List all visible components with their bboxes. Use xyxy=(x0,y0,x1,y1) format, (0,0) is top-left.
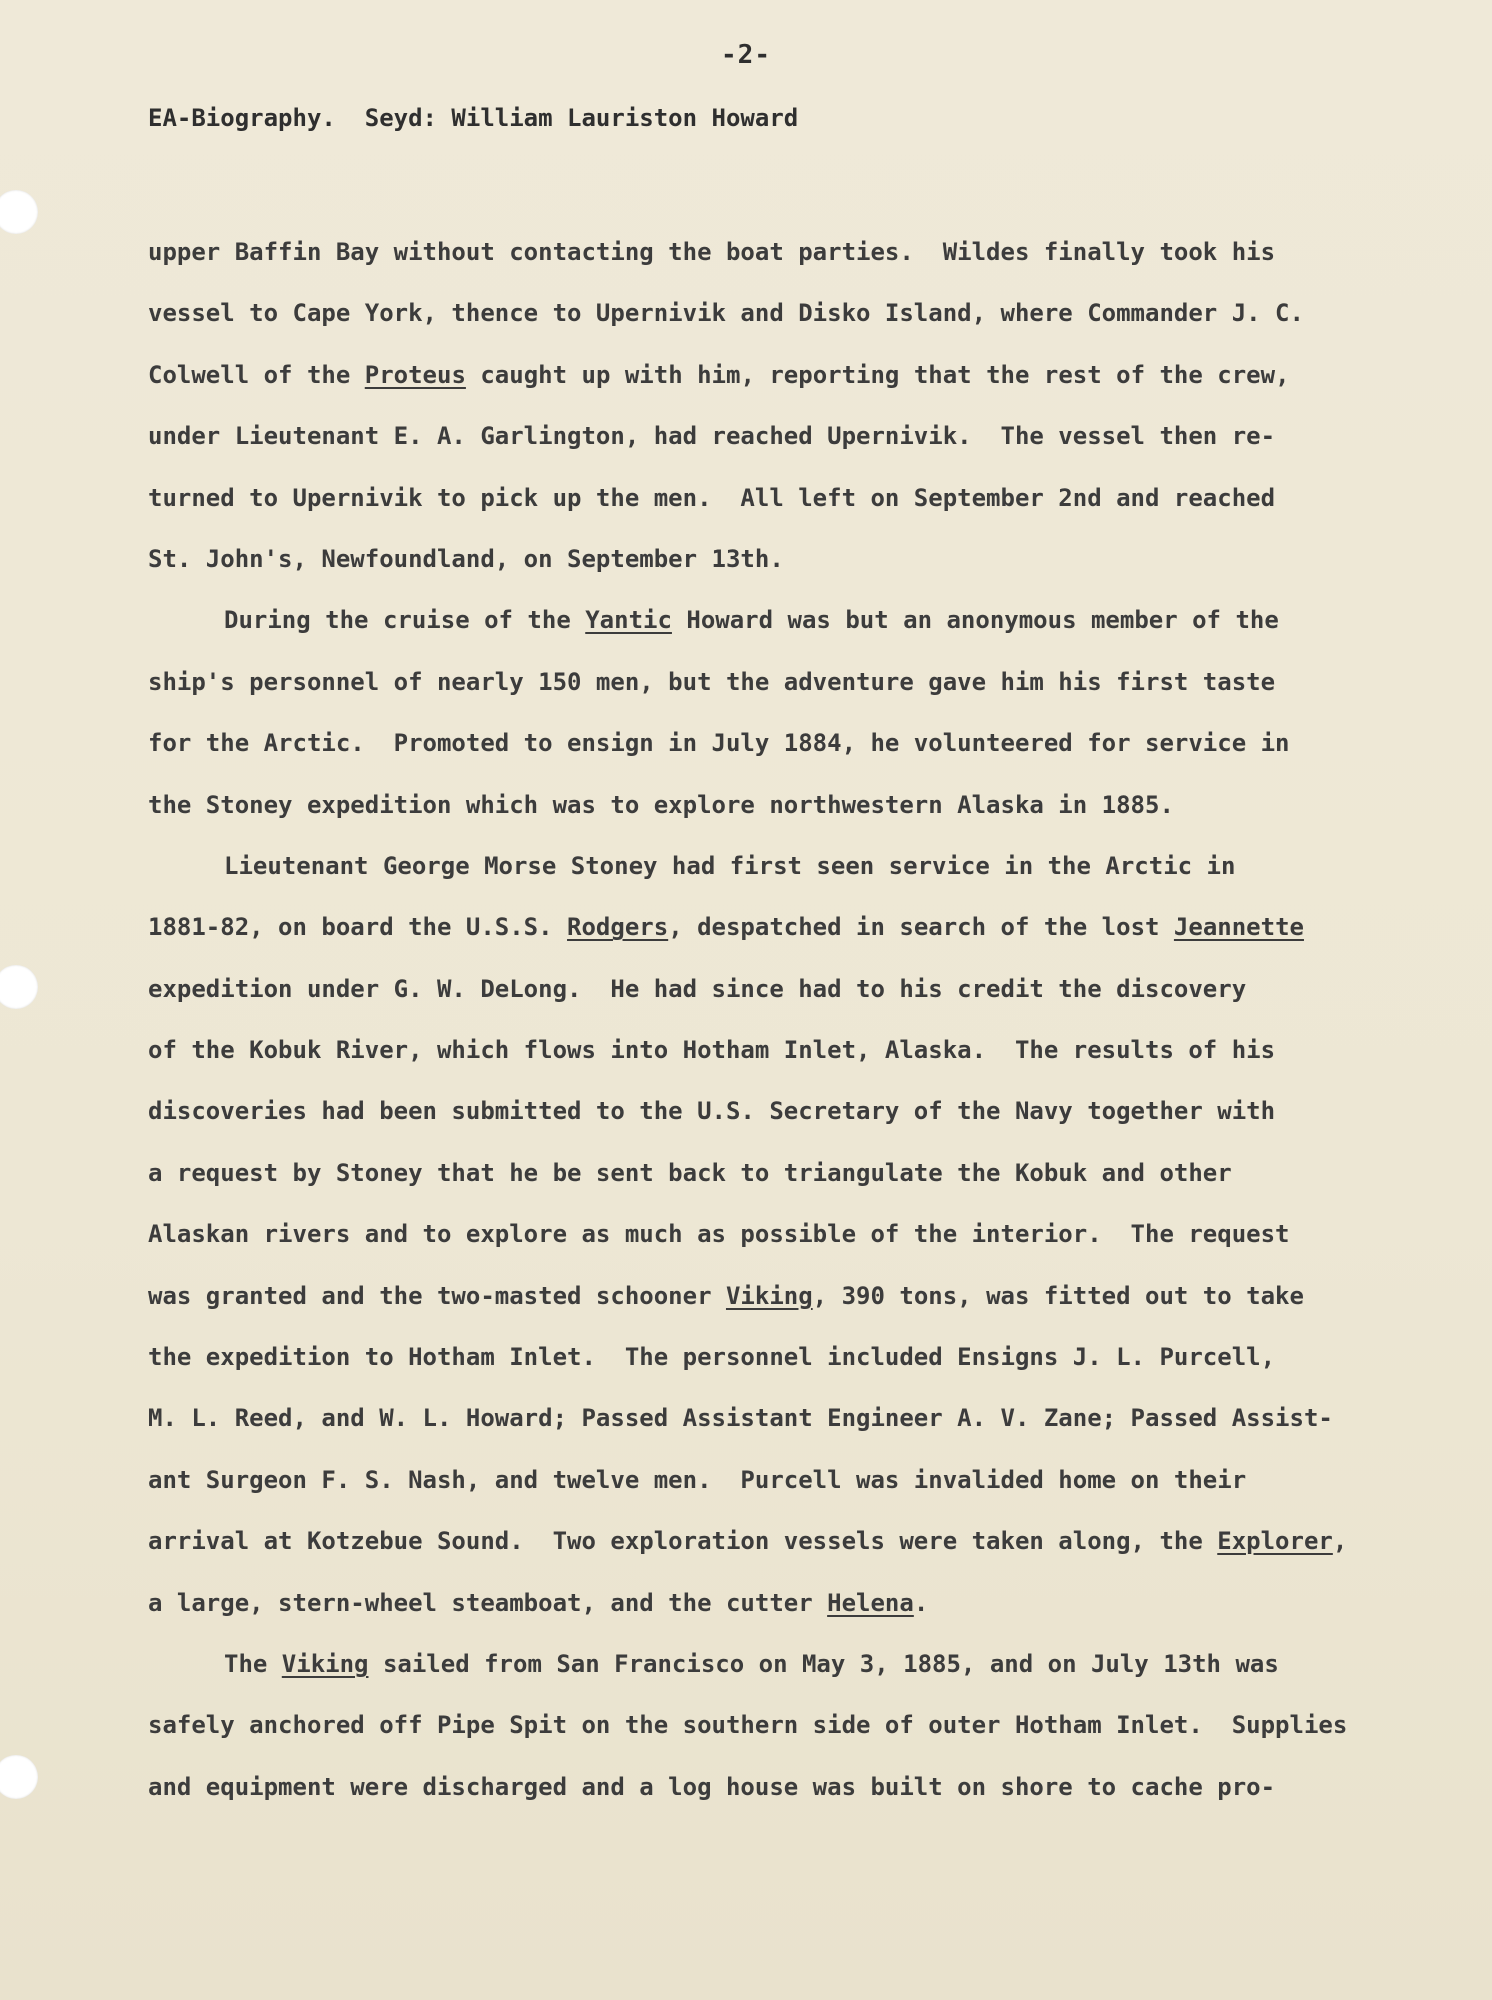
ship-name: Rodgers xyxy=(567,913,669,942)
text-segment: Colwell of the xyxy=(148,360,365,389)
text-segment: safely anchored off Pipe Spit on the southern side of outer Hotham Inlet. Supplies xyxy=(148,1711,1348,1740)
text-segment: Howard was but an anonymous member of the xyxy=(671,606,1279,635)
text-segment: St. John's, Newfoundland, on September 13th. xyxy=(148,544,784,573)
text-line xyxy=(148,590,1428,651)
text-segment: and equipment were discharged and a log house was built on shore to cache pro- xyxy=(148,1772,1276,1801)
text-segment: turned to Upernivik to pick up the men. All left on September 2nd and reached xyxy=(148,483,1276,512)
text-line xyxy=(148,1695,1428,1756)
text-line xyxy=(148,1450,1428,1511)
text-segment: , despatched in search of the lost xyxy=(668,913,1174,942)
text-line xyxy=(148,836,1428,897)
text-segment: M. L. Reed, and W. L. Howard; Passed Assistant Engineer A. V. Zane; Passed Assist- xyxy=(148,1404,1333,1433)
text-line xyxy=(148,1327,1428,1388)
text-segment: During the cruise of the xyxy=(224,606,586,635)
text-line xyxy=(148,222,1428,283)
text-line xyxy=(148,959,1428,1020)
text-line xyxy=(148,1573,1428,1634)
text-segment: Lieutenant George Morse Stoney had first seen service in the Arctic in xyxy=(224,851,1236,880)
text-segment: Alaskan rivers and to explore as much as possible of the interior. The request xyxy=(148,1220,1290,1249)
text-line xyxy=(148,406,1428,467)
text-segment: expedition under G. W. DeLong. He had since had to his credit the discovery xyxy=(148,974,1247,1003)
ship-name: Viking xyxy=(725,1281,813,1310)
ship-name: Helena xyxy=(827,1588,914,1617)
text-segment: upper Baffin Bay without contacting the boat parties. Wildes finally took his xyxy=(148,238,1276,266)
punch-hole xyxy=(0,965,38,1009)
ship-name: Viking xyxy=(281,1649,369,1678)
text-segment: the expedition to Hotham Inlet. The personnel included Ensigns J. L. Purcell, xyxy=(148,1343,1276,1372)
punch-hole xyxy=(0,1755,38,1799)
text-line xyxy=(148,1388,1428,1449)
ship-name: Explorer xyxy=(1217,1527,1333,1556)
text-line xyxy=(148,529,1428,590)
text-line xyxy=(148,1634,1428,1695)
text-line xyxy=(148,1204,1428,1265)
punch-hole xyxy=(0,190,38,234)
document-header: EA-Biography. Seyd: William Lauriston Howard xyxy=(148,104,799,132)
text-line xyxy=(148,1081,1428,1142)
text-segment: 1881-82, on board the U.S.S. xyxy=(148,913,568,942)
text-segment: caught up with him, reporting that the rest of the crew, xyxy=(465,360,1290,389)
text-segment: a request by Stoney that he be sent back to triangulate the Kobuk and other xyxy=(148,1158,1232,1187)
text-segment: ship's personnel of nearly 150 men, but the adventure gave him his first taste xyxy=(148,667,1276,696)
text-line xyxy=(148,897,1428,958)
text-line xyxy=(148,652,1428,713)
ship-name: Yantic xyxy=(585,606,672,635)
body-text xyxy=(148,222,1428,1818)
ship-name: Proteus xyxy=(364,360,466,389)
text-segment: ant Surgeon F. S. Nash, and twelve men. Purcell was invalided home on their xyxy=(148,1465,1247,1494)
text-line xyxy=(148,775,1428,836)
text-line xyxy=(148,1511,1428,1572)
text-segment: arrival at Kotzebue Sound. Two exploration vessels were taken along, the xyxy=(148,1527,1218,1556)
text-segment: , 390 tons, was fitted out to take xyxy=(812,1281,1304,1310)
text-segment: The xyxy=(224,1649,282,1678)
text-segment: vessel to Cape York, thence to Upernivik and Disko Island, where Commander J. C. xyxy=(148,299,1304,328)
ship-name: Jeannette xyxy=(1173,913,1304,942)
text-segment: , xyxy=(1332,1527,1348,1556)
text-segment: was granted and the two-masted schooner xyxy=(148,1281,726,1310)
text-segment: . xyxy=(913,1588,929,1617)
text-segment: a large, stern-wheel steamboat, and the cutter xyxy=(148,1588,828,1617)
text-segment: the Stoney expedition which was to explore northwestern Alaska in 1885. xyxy=(148,790,1174,819)
text-line xyxy=(148,345,1428,406)
text-segment: of the Kobuk River, which flows into Hotham Inlet, Alaska. The results of his xyxy=(148,1036,1276,1065)
text-line xyxy=(148,1266,1428,1327)
text-line xyxy=(148,1757,1428,1818)
text-segment: sailed from San Francisco on May 3, 1885, and on July 13th was xyxy=(368,1649,1279,1678)
text-line xyxy=(148,468,1428,529)
text-line xyxy=(148,713,1428,774)
text-line xyxy=(148,1020,1428,1081)
text-segment: discoveries had been submitted to the U.S. Secretary of the Navy together with xyxy=(148,1097,1276,1126)
text-line xyxy=(148,1143,1428,1204)
text-segment: for the Arctic. Promoted to ensign in July 1884, he volunteered for service in xyxy=(148,729,1290,758)
text-line xyxy=(148,283,1428,344)
text-segment: under Lieutenant E. A. Garlington, had reached Upernivik. The vessel then re- xyxy=(148,422,1276,451)
page-number: -2- xyxy=(721,40,771,70)
